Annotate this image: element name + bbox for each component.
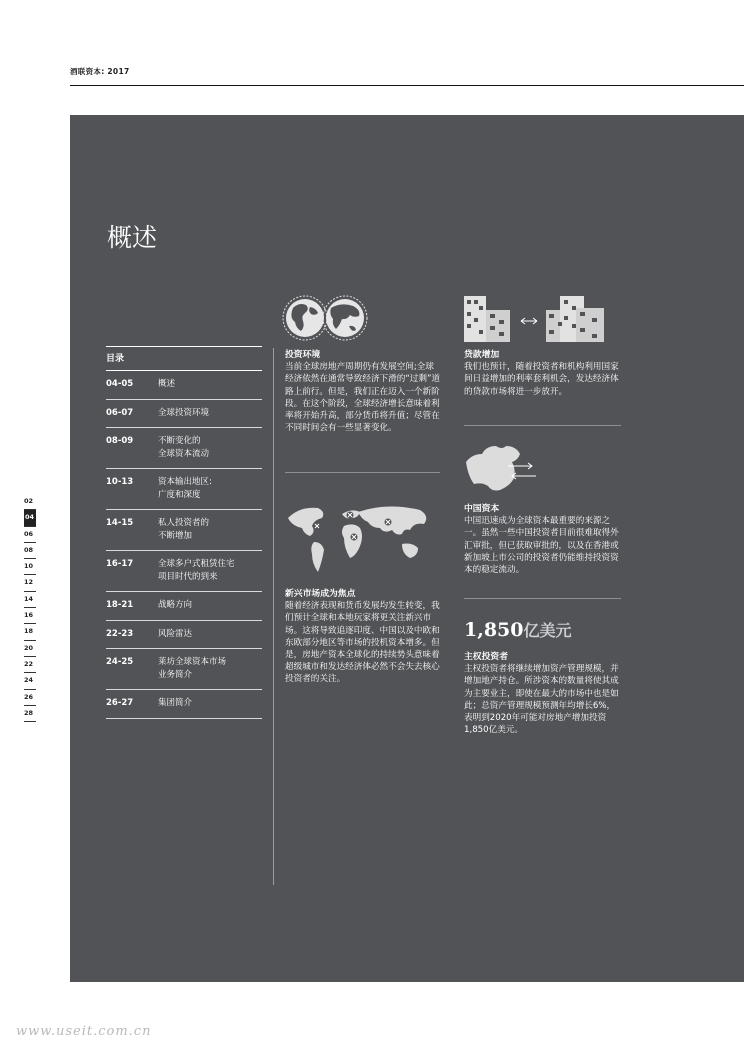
- side-nav-page[interactable]: 10: [24, 559, 36, 575]
- toc-item-pages: 26-27: [106, 698, 134, 708]
- toc-item-label: 风险雷达: [158, 628, 193, 639]
- toc-item-label: 概述: [158, 379, 176, 389]
- side-nav-page[interactable]: 28: [24, 706, 36, 722]
- big-figure-unit: 亿美元: [523, 621, 572, 640]
- toc-item-pages: 24-25: [106, 657, 134, 667]
- buildings-icon: [464, 294, 606, 342]
- toc-item-label: 资本输出地区: 广度和深度: [158, 477, 212, 500]
- world-map-icon: [284, 500, 444, 580]
- side-nav-page[interactable]: 06: [24, 527, 36, 543]
- section-body: 随着经济表现和货币发展均发生转变，我们预计全球和本地玩家将更关注新兴市场。这将导致追逐印度、中国以及中欧和东欧部分地区等市场的投机资本增多。但是，房地产资本全球化的持续势头意味着超级城市和发达经济体必然不会失去核心投资者的关注。: [285, 601, 440, 685]
- table-of-contents: [106, 346, 262, 719]
- side-nav-page[interactable]: 08: [24, 543, 36, 559]
- watermark: www.useit.com.cn: [16, 1024, 152, 1039]
- section-body: 主权投资者将继续增加资产管理规模，并增加地产持仓。所涉资本的数量将使其成为主要业主，即使在最大的市场中也是如此；总资产管理规模预测年均增长6%，表明到2020年可能对房地产增加投资1,850亿美元。: [464, 664, 619, 736]
- big-figure-value: 1,850: [464, 619, 524, 641]
- page-title: 概述: [107, 223, 158, 252]
- toc-item-pages: 14-15: [106, 518, 134, 528]
- section-heading: 贷款增加: [464, 350, 500, 360]
- section-china-capital: [464, 503, 621, 576]
- side-nav-page[interactable]: 16: [24, 608, 36, 624]
- header-rule: [70, 85, 744, 86]
- toc-item-pages: 06-07: [106, 407, 134, 418]
- section-heading: 投资环境: [285, 350, 321, 360]
- toc-heading: 目录: [106, 347, 262, 371]
- section-separator: [464, 425, 621, 426]
- toc-item-label: 不断变化的 全球资本流动: [158, 436, 210, 459]
- side-nav-page[interactable]: 14: [24, 592, 36, 608]
- section-separator: [285, 472, 440, 473]
- section-body: 当前全球房地产周期仍有发展空间;全球经济依然在通常导致经济下滑的“过剩”道路上前行。但是，我们正在迈入一个新阶段。在这个阶段，全球经济增长意味着利率将开始升高，部分货币将升值；尽管在不同时间会有一些显著变化。: [285, 362, 440, 434]
- toc-item-pages: 08-09: [106, 436, 134, 446]
- side-nav-page[interactable]: 12: [24, 575, 36, 591]
- toc-item[interactable]: [106, 690, 262, 719]
- toc-item-label: 全球多户式租赁住宅 项目时代的到来: [158, 559, 235, 582]
- toc-item-pages: 10-13: [106, 477, 134, 487]
- section-heading: 中国资本: [464, 504, 500, 514]
- section-body: 我们也预计，随着投资者和机构利用国家间日益增加的利率套利机会，发达经济体的贷款市场将进一步放开。: [464, 362, 619, 397]
- toc-item-label: 全球投资环境: [158, 407, 210, 418]
- side-nav-page[interactable]: 02: [24, 494, 36, 510]
- side-nav-page[interactable]: 18: [24, 624, 36, 640]
- section-heading: 主权投资者: [464, 652, 508, 662]
- section-investment-env: [285, 349, 440, 434]
- toc-item[interactable]: [106, 371, 262, 400]
- toc-item[interactable]: [106, 400, 262, 429]
- toc-item[interactable]: [106, 469, 262, 510]
- running-header: 酒联资本: 2017: [70, 67, 130, 76]
- side-nav-page[interactable]: 24: [24, 673, 36, 689]
- big-figure: [464, 618, 572, 641]
- column-divider: [273, 348, 274, 885]
- side-nav-page[interactable]: 22: [24, 657, 36, 673]
- page-side-nav: [24, 494, 36, 722]
- toc-item[interactable]: [106, 510, 262, 551]
- toc-item-pages: 16-17: [106, 559, 134, 569]
- side-nav-page[interactable]: 20: [24, 641, 36, 657]
- side-nav-page[interactable]: 04: [24, 510, 36, 526]
- side-nav-page[interactable]: 26: [24, 690, 36, 706]
- toc-item[interactable]: [106, 621, 262, 650]
- toc-item-pages: 04-05: [106, 379, 134, 389]
- toc-item[interactable]: [106, 592, 262, 621]
- toc-item[interactable]: [106, 428, 262, 469]
- toc-item[interactable]: [106, 649, 262, 690]
- toc-item-pages: 18-21: [106, 600, 134, 610]
- section-sovereign: [464, 651, 621, 736]
- toc-item-label: 战略方向: [158, 600, 193, 610]
- toc-item-pages: 22-23: [106, 628, 134, 639]
- section-emerging-markets: [285, 588, 440, 686]
- section-loan-growth: [464, 349, 621, 398]
- china-map-icon: [464, 444, 544, 494]
- toc-list: [106, 371, 262, 719]
- toc-item-label: 集团简介: [158, 698, 193, 708]
- toc-item-label: 莱坊全球资本市场 业务简介: [158, 657, 227, 680]
- section-body: 中国迅速成为全球资本最重要的来源之一。虽然一些中国投资者目前很难取得外汇审批，但已获取审批的，以及在香港或新加坡上市公司的投资者仍能维持投资资本的稳定流动。: [464, 516, 619, 576]
- section-separator: [464, 598, 621, 599]
- section-heading: 新兴市场成为焦点: [285, 589, 356, 599]
- globe-icon: [283, 294, 369, 342]
- toc-item-label: 私人投资者的 不断增加: [158, 518, 210, 541]
- toc-item[interactable]: [106, 551, 262, 592]
